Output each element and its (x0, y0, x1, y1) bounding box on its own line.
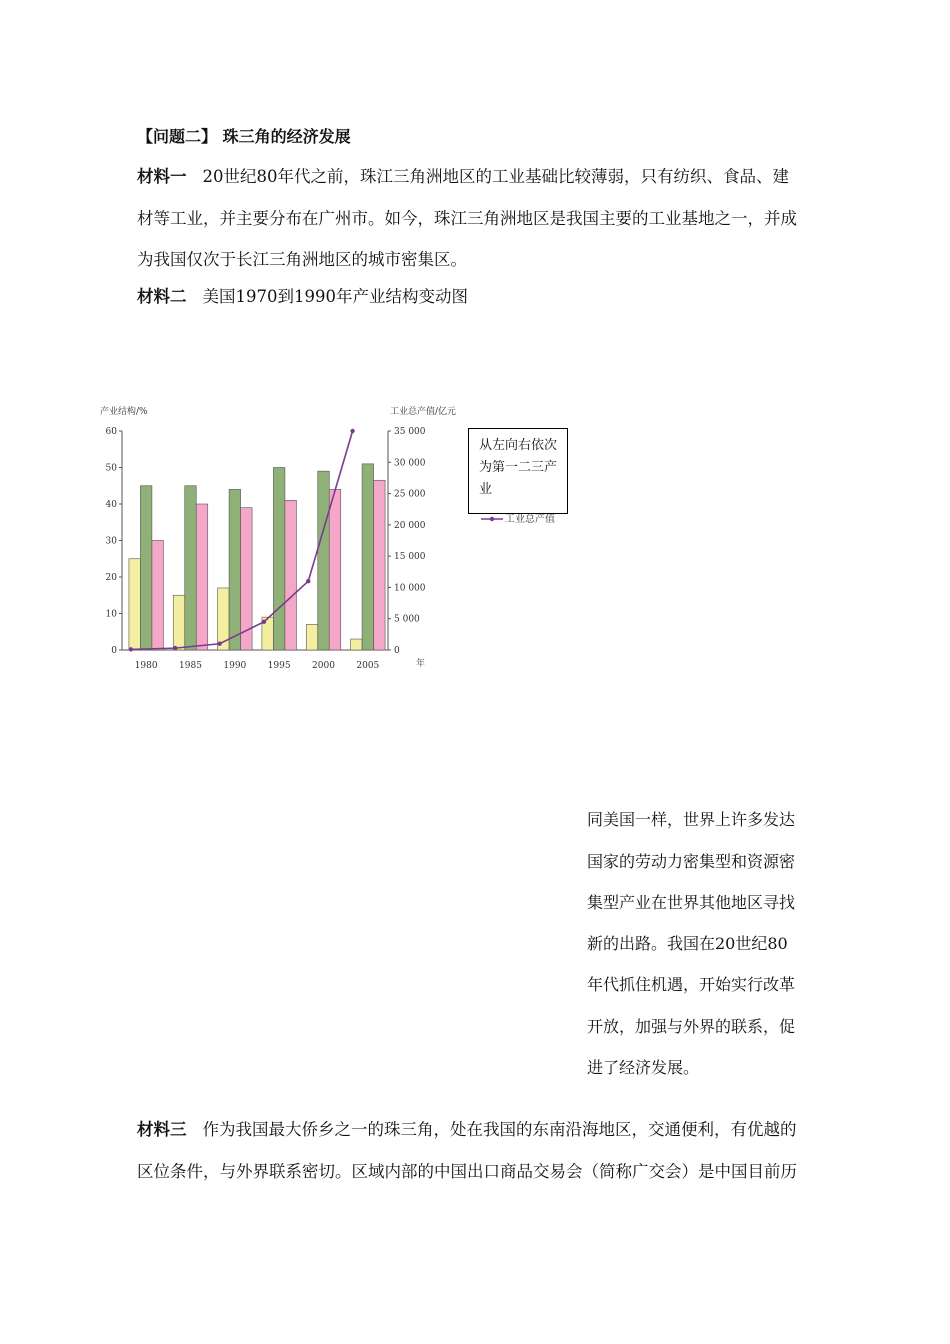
y2-tick-label: 15 000 (394, 552, 426, 563)
side-text-line-1: 同美国一样，世界上许多发达 (587, 810, 796, 829)
bar-series-2 (140, 486, 152, 650)
x-tick-label: 1995 (267, 661, 291, 671)
line-point (306, 579, 310, 583)
bar-series-2 (229, 489, 241, 650)
section-heading: 【问题二】 珠三角的经济发展 (137, 127, 351, 146)
bar-series-2 (318, 471, 330, 650)
bar-series-3 (152, 541, 164, 651)
side-text-line-2: 国家的劳动力密集型和资源密 (587, 852, 796, 871)
y2-tick-label: 35 000 (394, 427, 426, 437)
line-point (350, 429, 354, 433)
bar-series-1 (173, 595, 185, 650)
bar-series-2 (185, 486, 197, 650)
material-2-label: 材料二 (137, 287, 187, 306)
bar-series-3 (374, 480, 386, 650)
bar-series-2 (273, 468, 285, 651)
y-tick-label: 10 (105, 609, 117, 620)
material-1-text: 20世纪80年代之前，珠江三角洲地区的工业基础比较薄弱，只有纺织、食品、建 (202, 167, 789, 186)
y2-axis-title: 工业总产值/亿元 (389, 407, 456, 417)
bar-series-2 (362, 464, 374, 650)
y-tick-label: 40 (105, 500, 117, 510)
bar-series-3 (196, 504, 208, 650)
line-point (262, 620, 266, 624)
y-tick-label: 50 (105, 463, 117, 474)
side-text-line-3: 集型产业在世界其他地区寻找 (587, 893, 796, 912)
material-1-label: 材料一 (137, 167, 187, 186)
y2-tick-label: 5 000 (394, 614, 420, 625)
bar-series-1 (129, 559, 140, 650)
side-text-line-5: 年代抓住机遇，开始实行改革 (587, 975, 796, 994)
side-text-line-4: 新的出路。我国在20世纪80 (587, 934, 788, 953)
y-tick-label: 0 (111, 646, 117, 656)
material-3-line-1 (137, 1116, 797, 1140)
y2-tick-label: 25 000 (394, 489, 426, 500)
side-text-line-6: 开放，加强与外界的联系，促 (587, 1017, 796, 1036)
bar-series-1 (306, 624, 318, 650)
x-tick-label: 2000 (312, 661, 335, 671)
bar-series-1 (351, 639, 363, 650)
x-tick-label: 2005 (356, 661, 380, 671)
legend-line-marker (490, 517, 494, 521)
x-tick-label: 1990 (223, 661, 247, 671)
material-3-line-2: 区位条件，与外界联系密切。区域内部的中国出口商品交易会（简称广交会）是中国目前历 (137, 1162, 797, 1181)
chart-note-text: 从左向右依次为第一二三产业 (479, 438, 558, 497)
y2-tick-label: 0 (394, 646, 400, 656)
bar-series-3 (285, 500, 297, 650)
y-tick-label: 20 (105, 573, 117, 583)
material-1-line-1 (137, 163, 789, 187)
material-2-text: 美国1970到1990年产业结构变动图 (202, 287, 468, 306)
y-axis-title: 产业结构/% (100, 407, 148, 417)
x-axis-unit: 年 (416, 659, 426, 669)
material-2-line (137, 283, 468, 307)
material-1-line-2: 材等工业，并主要分布在广州市。如今，珠江三角洲地区是我国主要的工业基地之一，并成 (137, 209, 797, 228)
chart-note-box (468, 428, 568, 514)
material-1-line-3: 为我国仅次于长江三角洲地区的城市密集区。 (137, 250, 467, 269)
line-point (173, 646, 177, 650)
legend-label: 工业总产值 (505, 514, 555, 525)
y-tick-label: 60 (105, 427, 117, 437)
x-tick-label: 1985 (179, 661, 202, 671)
y2-tick-label: 30 000 (394, 458, 426, 469)
side-text-line-7: 进了经济发展。 (587, 1058, 700, 1077)
y-tick-label: 30 (105, 536, 117, 547)
bar-series-3 (329, 489, 341, 650)
material-3-text: 作为我国最大侨乡之一的珠三角，处在我国的东南沿海地区，交通便利，有优越的 (202, 1120, 797, 1139)
x-tick-label: 1980 (134, 661, 158, 671)
material-3-label: 材料三 (137, 1120, 187, 1139)
y2-tick-label: 20 000 (394, 520, 426, 531)
line-point (217, 642, 221, 646)
line-point (129, 647, 133, 651)
y2-tick-label: 10 000 (394, 583, 426, 594)
